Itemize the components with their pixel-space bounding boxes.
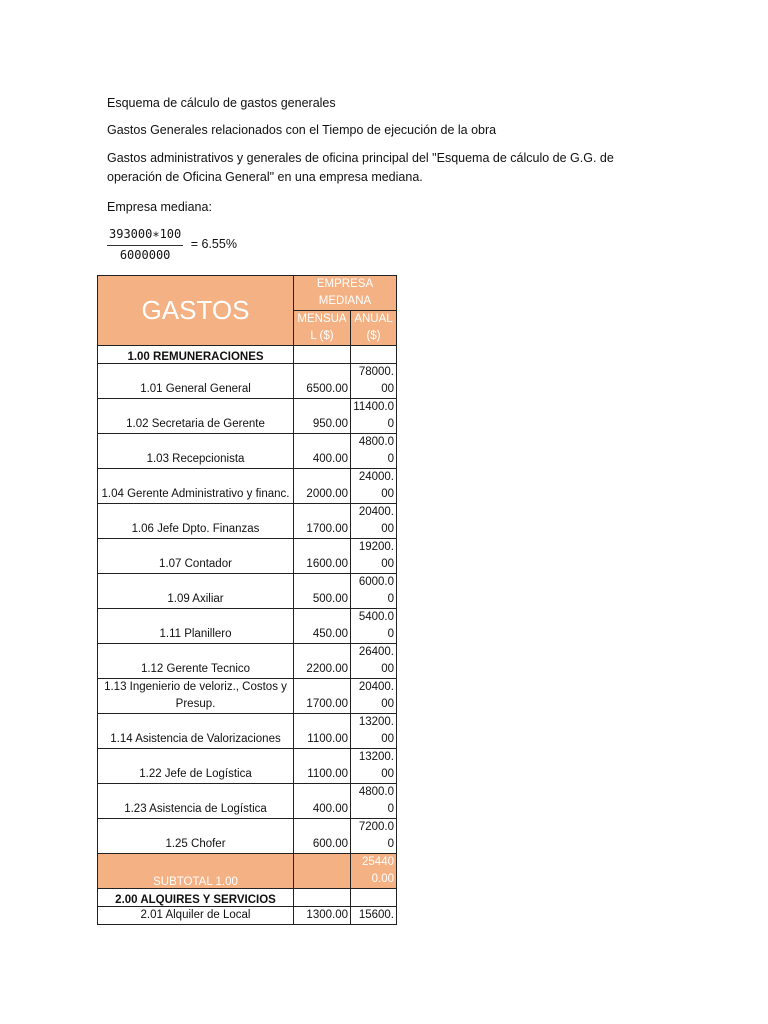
- row-annual: 7200.00: [351, 819, 397, 854]
- row-name: 1.25 Chofer: [98, 819, 294, 854]
- row-annual: 26400.00: [351, 644, 397, 679]
- row-annual: 20400.00: [351, 504, 397, 539]
- col-annual-header: ANUAL ($): [351, 311, 397, 346]
- group-header: EMPRESA MEDIANA: [294, 276, 397, 311]
- heading-esquema: Esquema de cálculo de gastos generales: [107, 96, 336, 110]
- row-annual: 13200.00: [351, 714, 397, 749]
- fraction-numerator: 393000∗100: [107, 226, 183, 246]
- row-name: 1.12 Gerente Tecnico: [98, 644, 294, 679]
- row-monthly: 1300.00: [294, 907, 351, 925]
- row-name: 1.02 Secretaria de Gerente: [98, 399, 294, 434]
- row-name: 1.04 Gerente Administrativo y financ.: [98, 469, 294, 504]
- subtotal-monthly: [294, 854, 351, 889]
- row-name: 1.06 Jefe Dpto. Finanzas: [98, 504, 294, 539]
- row-monthly: 950.00: [294, 399, 351, 434]
- table-row: [98, 364, 397, 399]
- row-annual: 5400.00: [351, 609, 397, 644]
- section-remuneraciones: 1.00 REMUNERACIONES: [98, 346, 294, 364]
- percentage-formula: [107, 226, 237, 262]
- heading-gastos-tiempo: Gastos Generales relacionados con el Tiempo de ejecución de la obra: [107, 123, 497, 137]
- row-monthly: 500.00: [294, 574, 351, 609]
- table-row: [98, 434, 397, 469]
- row-name: 1.23 Asistencia de Logística: [98, 784, 294, 819]
- row-monthly: 2200.00: [294, 644, 351, 679]
- row-monthly: 600.00: [294, 819, 351, 854]
- table-row: [98, 679, 397, 714]
- table-title: GASTOS: [98, 276, 294, 346]
- row-annual: 19200.00: [351, 539, 397, 574]
- rows-remuneraciones: [98, 364, 397, 854]
- table-row: [98, 819, 397, 854]
- subtotal-annual: 254400.00: [351, 854, 397, 889]
- empty-cell: [294, 346, 351, 364]
- row-annual: 20400.00: [351, 679, 397, 714]
- empty-cell: [351, 346, 397, 364]
- row-name: 1.03 Recepcionista: [98, 434, 294, 469]
- table-row: [98, 469, 397, 504]
- table-row: [98, 609, 397, 644]
- row-annual: 24000.00: [351, 469, 397, 504]
- table-row: [98, 539, 397, 574]
- row-annual: 78000.00: [351, 364, 397, 399]
- table-row: [98, 907, 397, 925]
- row-annual: 15600.: [351, 907, 397, 925]
- row-name: 1.09 Axiliar: [98, 574, 294, 609]
- empty-cell: [294, 889, 351, 907]
- row-name: 2.01 Alquiler de Local: [98, 907, 294, 925]
- row-annual: 4800.00: [351, 434, 397, 469]
- table-row: [98, 574, 397, 609]
- gastos-table: [97, 275, 397, 925]
- row-annual: 11400.00: [351, 399, 397, 434]
- fraction: [107, 226, 183, 262]
- row-monthly: 1700.00: [294, 679, 351, 714]
- row-monthly: 1100.00: [294, 749, 351, 784]
- table-row: [98, 644, 397, 679]
- col-monthly-header: MENSUAL ($): [294, 311, 351, 346]
- rows-alquileres: [98, 907, 397, 925]
- row-name: 1.22 Jefe de Logística: [98, 749, 294, 784]
- row-annual: 13200.00: [351, 749, 397, 784]
- table-row: [98, 749, 397, 784]
- table-row: [98, 784, 397, 819]
- row-name: 1.14 Asistencia de Valorizaciones: [98, 714, 294, 749]
- row-monthly: 1100.00: [294, 714, 351, 749]
- row-monthly: 1700.00: [294, 504, 351, 539]
- label-empresa-mediana: Empresa mediana:: [107, 200, 212, 214]
- subtotal-label: SUBTOTAL 1.00: [98, 854, 294, 889]
- fraction-result: = 6.55%: [190, 237, 237, 251]
- row-name: 1.01 General General: [98, 364, 294, 399]
- table-row: [98, 399, 397, 434]
- row-monthly: 400.00: [294, 784, 351, 819]
- row-annual: 6000.00: [351, 574, 397, 609]
- row-monthly: 1600.00: [294, 539, 351, 574]
- row-name: 1.07 Contador: [98, 539, 294, 574]
- row-name: 1.13 Ingenierio de veloriz., Costos y Presup.: [98, 679, 294, 714]
- section-alquileres: 2.00 ALQUIRES Y SERVICIOS: [98, 889, 294, 907]
- row-monthly: 450.00: [294, 609, 351, 644]
- fraction-denominator: 6000000: [119, 248, 171, 262]
- row-annual: 4800.00: [351, 784, 397, 819]
- paragraph-description: Gastos administrativos y generales de oficina principal del "Esquema de cálculo de G.G. de operación de Oficina General" en una empresa mediana.: [107, 151, 614, 184]
- row-name: 1.11 Planillero: [98, 609, 294, 644]
- row-monthly: 400.00: [294, 434, 351, 469]
- empty-cell: [351, 889, 397, 907]
- row-monthly: 6500.00: [294, 364, 351, 399]
- table-row: [98, 714, 397, 749]
- row-monthly: 2000.00: [294, 469, 351, 504]
- table-row: [98, 504, 397, 539]
